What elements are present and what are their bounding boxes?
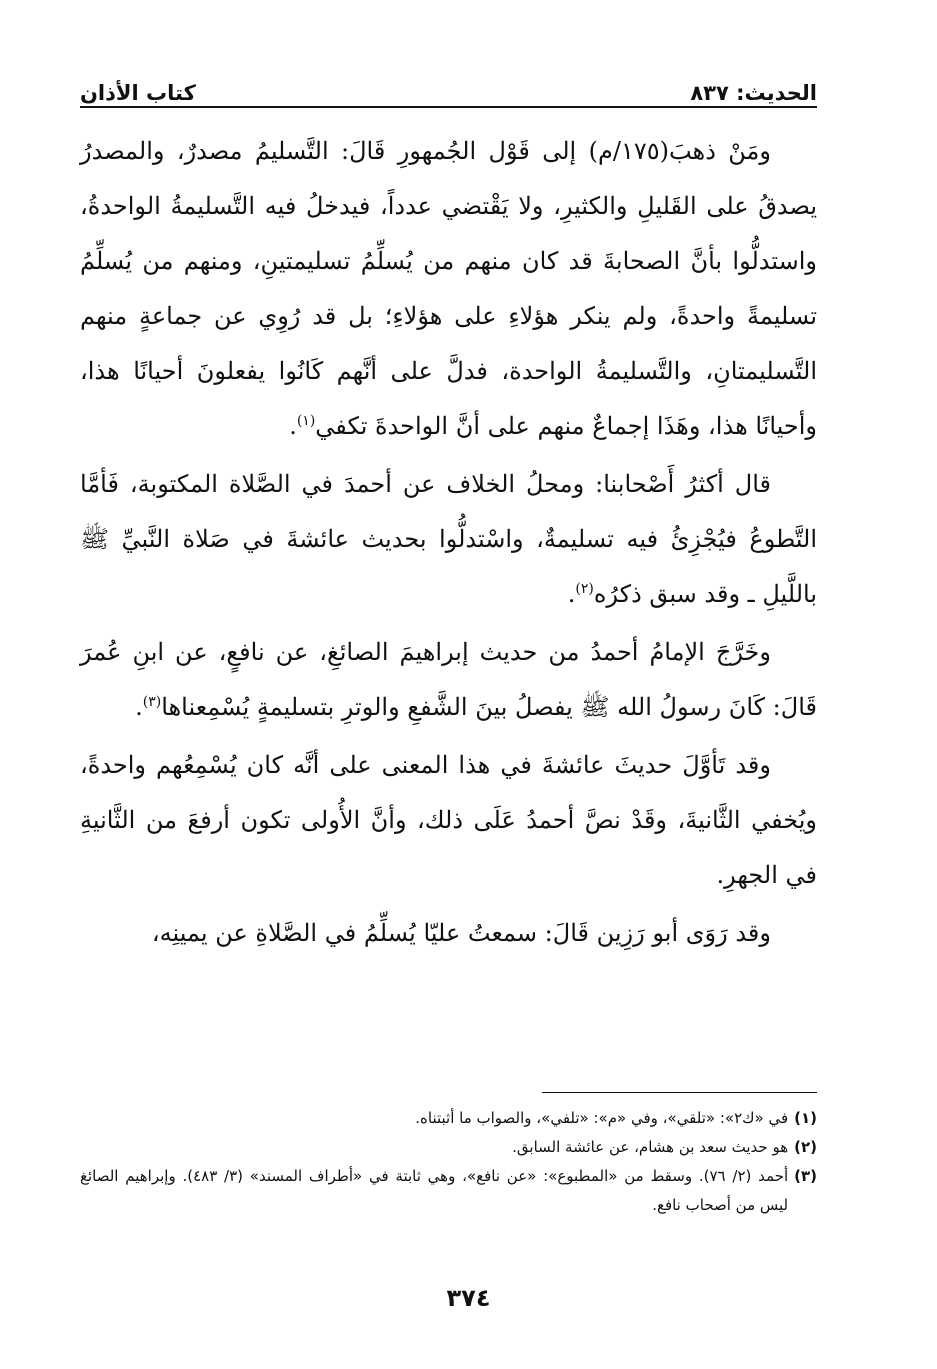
footnote: [80, 1104, 817, 1133]
paragraph: ومَنْ ذهبَ(١٧٥/م) إلى قَوْل الجُمهورِ قَالَ: التَّسليمُ مصدرٌ، والمصدرُ يصدقُ على القَليلِ والكثيرِ، ولا يَقْتضي عدداً، فيدخلُ فيه التَّسليمةُ الواحدةُ، واستدلُّوا بأنَّ الصحابةَ قد كان منهم من يُسلِّمُ تسليمتينِ، ومنهم من يُسلِّمُ تسليمةً واحدةً، ولم ينكر هؤلاءِ على هؤلاءِ؛ بل قد رُوِي عن جماعةٍ منهم التَّسليمتانِ، والتَّسليمةُ الواحدة، فدلَّ على أنَّهم كَانُوا يفعلونَ أحيانًا هذا، وأحيانًا هذا، وهَذَا إجماعٌ منهم على أنَّ الواحدةَ تكفي$^{(١)}$.: [80, 137, 817, 440]
footnote: [80, 1133, 817, 1162]
footnote-text: أحمد (٢/ ٧٦). وسقط من «المطبوع»: «عن نافع»، وهي ثابتة في «أطراف المسند» (٣/ ٤٨٣). وإبراهيم الصائغ ليس من أصحاب نافع.: [80, 1167, 789, 1214]
page-number: ٣٧٤: [446, 1284, 491, 1312]
footnote-ref: (٢): [575, 581, 594, 597]
running-header: [80, 72, 817, 106]
book-title: كتاب الأذان: [80, 81, 196, 105]
paragraph: وقد رَوَى أبو رَزِين قَالَ: سمعتُ عليّا يُسلِّمُ في الصَّلاةِ عن يمينِه،: [151, 919, 771, 947]
footnote: [80, 1162, 817, 1220]
paragraph: وقد تَأوَّلَ حديثَ عائشةَ في هذا المعنى على أنَّه كان يُسْمِعُهم واحدةً، ويُخفي الثَّانيةَ، وقَدْ نصَّ أحمدُ عَلَى ذلك، وأنَّ الأُولى تكون أرفعَ من الثَّانيةِ في الجهرِ.: [80, 751, 817, 889]
footnote-number: (٢): [794, 1138, 817, 1156]
paragraph: وخَرَّجَ الإمامُ أحمدُ من حديث إبراهيمَ الصائغِ، عن نافعٍ، عن ابنِ عُمرَ قَالَ: كَانَ رسولُ الله ﷺ يفصلُ بينَ الشَّفعِ والوترِ بتسليمةٍ يُسْمِعناها$^{(٣)}$.: [80, 638, 817, 721]
footnote-number: (٣): [794, 1167, 817, 1185]
main-text: [80, 124, 817, 964]
footnote-number: (١): [794, 1109, 817, 1127]
footnote-text: في «ك٢»: «تلقي»، وفي «م»: «تلفي»، والصواب ما أثبتناه.: [415, 1109, 789, 1127]
footnote-ref: (٣): [142, 694, 162, 710]
hadith-number-label: الحديث: ٨٣٧: [690, 81, 817, 105]
footnotes: [80, 1104, 817, 1220]
footnote-ref: (١): [296, 413, 316, 429]
footnote-divider: [542, 1092, 817, 1093]
paragraph: قال أكثرُ أَصْحابنا: ومحلُ الخلاف عن أحمدَ في الصَّلاة المكتوبة، فَأمَّا التَّطوعُ فيُجْزِئُ فيه تسليمةٌ، واسْتدلُّوا بحديث عائشةَ في صَلاة النَّبيِّ ﷺ باللَّيلِ ـ وقد سبق ذكرُه$^{(٢)}$.: [80, 470, 817, 608]
footnote-text: هو حديث سعد بن هشام، عن عائشة السابق.: [512, 1138, 789, 1156]
header-divider: [80, 106, 817, 108]
